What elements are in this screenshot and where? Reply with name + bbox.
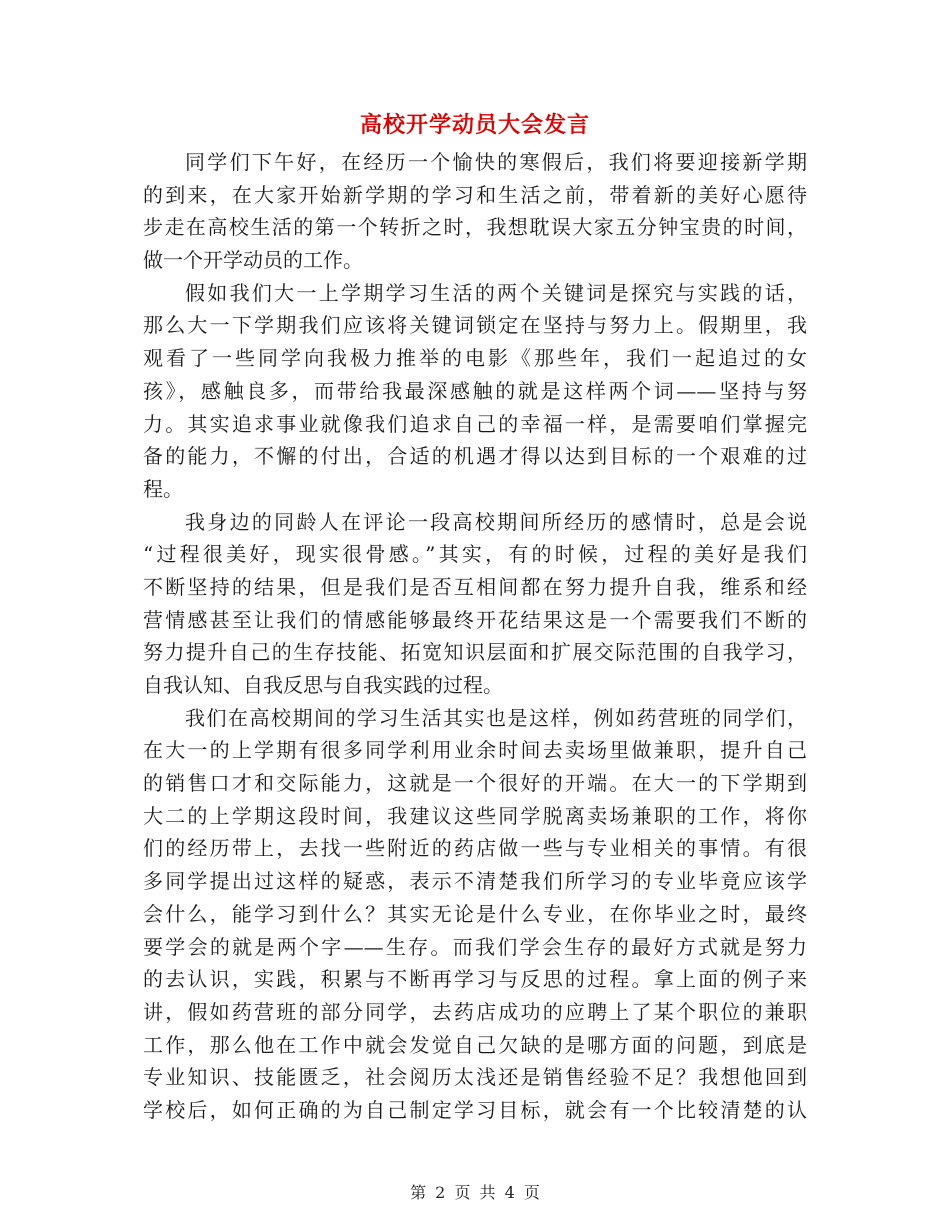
text-line: 不断坚持的结果，但是我们是否互相间都在努力提升自我，维系和经: [143, 574, 807, 599]
text-line: 在大一的上学期有很多同学利用业余时间去卖场里做兼职，提升自己: [143, 738, 807, 763]
text-line: 孩》，感触良多，而带给我最深感触的就是这样两个词——坚持与努: [143, 378, 807, 403]
text-line: 的去认识，实践，积累与不断再学习与反思的过程。拿上面的例子来: [143, 967, 807, 992]
text-line: 营情感甚至让我们的情感能够最终开花结果这是一个需要我们不断的: [143, 607, 807, 632]
text-line: 我们在高校期间的学习生活其实也是这样，例如药营班的同学们，: [185, 705, 807, 730]
text-line: 努力提升自己的生存技能、拓宽知识层面和扩展交际范围的自我学习，: [143, 640, 807, 665]
text-line: 大二的上学期这段时间，我建议这些同学脱离卖场兼职的工作，将你: [143, 803, 807, 828]
text-line: 学校后，如何正确的为自己制定学习目标，就会有一个比较清楚的认: [143, 1097, 807, 1122]
text-line: 程。: [143, 476, 183, 501]
text-line: 观看了一些同学向我极力推举的电影《那些年，我们一起追过的女: [143, 346, 807, 371]
text-line: 假如我们大一上学期学习生活的两个关键词是探究与实践的话，: [185, 280, 807, 305]
text-line: 做一个开学动员的工作。: [143, 248, 363, 273]
text-line: 多同学提出过这样的疑惑，表示不清楚我们所学习的专业毕竟应该学: [143, 869, 807, 894]
text-line: 工作，那么他在工作中就会发觉自己欠缺的是哪方面的问题，到底是: [143, 1032, 807, 1057]
text-line: 的销售口才和交际能力，这就是一个很好的开端。在大一的下学期到: [143, 771, 807, 796]
text-line: 我身边的同龄人在评论一段高校期间所经历的感情时，总是会说: [185, 509, 807, 534]
page-footer: 第 2 页 共 4 页: [410, 1183, 540, 1202]
page-title: 高校开学动员大会发言: [359, 112, 590, 138]
text-line: 要学会的就是两个字——生存。而我们学会生存的最好方式就是努力: [143, 934, 807, 959]
text-line: 们的经历带上，去找一些附近的药店做一些与专业相关的事情。有很: [143, 836, 807, 861]
text-line: 备的能力，不懈的付出，合适的机遇才得以达到目标的一个艰难的过: [143, 444, 807, 469]
text-line: 步走在高校生活的第一个转折之时，我想耽误大家五分钟宝贵的时间，: [143, 215, 807, 240]
text-line: 会什么，能学习到什么？其实无论是什么专业，在你毕业之时，最终: [143, 901, 807, 926]
text-line: 专业知识、技能匮乏，社会阅历太浅还是销售经验不足？我想他回到: [143, 1065, 807, 1090]
text-line: “过程很美好，现实很骨感。”其实，有的时候，过程的美好是我们: [143, 542, 807, 567]
text-line: 那么大一下学期我们应该将关键词锁定在坚持与努力上。假期里，我: [143, 313, 807, 338]
text-line: 自我认知、自我反思与自我实践的过程。: [143, 673, 503, 697]
document-body: [143, 146, 807, 1127]
text-line: 力。其实追求事业就像我们追求自己的幸福一样，是需要咱们掌握完: [143, 411, 807, 436]
text-line: 讲，假如药营班的部分同学，去药店成功的应聘上了某个职位的兼职: [143, 999, 807, 1024]
text-line: 的到来，在大家开始新学期的学习和生活之前，带着新的美好心愿待: [143, 182, 807, 207]
text-line: 同学们下午好，在经历一个愉快的寒假后，我们将要迎接新学期: [185, 150, 807, 174]
